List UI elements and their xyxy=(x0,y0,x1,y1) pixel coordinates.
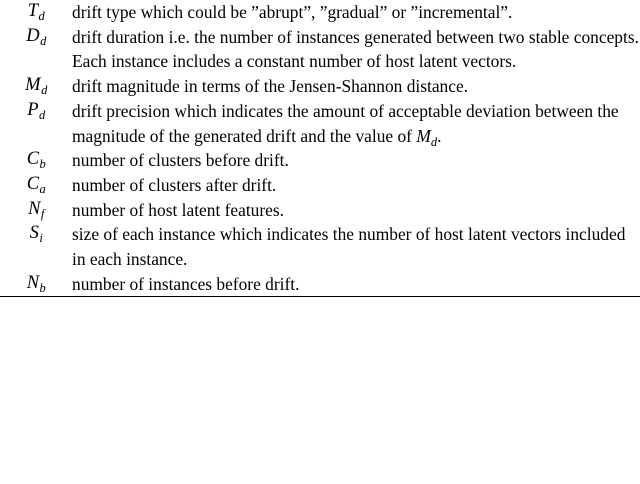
table-row xyxy=(0,25,640,74)
symbol-md: $M_d$ xyxy=(25,75,48,98)
description-cell xyxy=(72,99,640,148)
symbol-si: $S_i$ xyxy=(29,223,43,246)
symbol-cell xyxy=(0,0,72,25)
table-row xyxy=(0,272,640,297)
symbol-cell xyxy=(0,198,72,223)
symbol-cell xyxy=(0,222,72,271)
inline-math-md: $M_d$ xyxy=(416,125,438,149)
description-cell: number of host latent features. xyxy=(72,199,284,220)
description-cell: number of instances before drift. xyxy=(72,273,300,294)
table-row xyxy=(0,74,640,99)
symbol-nb: $N_b$ xyxy=(26,272,46,295)
symbol-td: $T_d$ xyxy=(27,1,45,23)
description-cell: number of clusters after drift. xyxy=(72,174,277,195)
symbol-cell xyxy=(0,25,72,74)
description-text-part: . xyxy=(437,125,442,146)
table-row xyxy=(0,198,640,223)
table-row xyxy=(0,0,640,25)
description-text-part: drift precision which indicates the amount of acceptable deviation between the magnitude of the generated drift and the value of xyxy=(72,100,619,146)
table-bottom-rule xyxy=(0,296,640,297)
description-cell: drift duration i.e. the number of instances generated between two stable concepts. Each instance includes a constant number of host latent vectors. xyxy=(72,26,639,72)
symbol-cell xyxy=(0,74,72,99)
symbol-nf: $N_f$ xyxy=(28,198,45,221)
table-row xyxy=(0,148,640,173)
table-row xyxy=(0,173,640,198)
symbol-pd: $P_d$ xyxy=(27,99,46,122)
symbol-cell xyxy=(0,99,72,148)
symbol-cell xyxy=(0,148,72,173)
symbol-cb: $C_b$ xyxy=(26,149,46,172)
description-cell: drift magnitude in terms of the Jensen-Shannon distance. xyxy=(72,76,469,97)
description-cell: number of clusters before drift. xyxy=(72,150,289,171)
symbol-cell xyxy=(0,173,72,198)
table-row xyxy=(0,99,640,148)
symbol-dd: $D_d$ xyxy=(26,25,47,48)
description-cell: size of each instance which indicates the number of host latent vectors included in each instance. xyxy=(72,224,626,270)
table-row xyxy=(0,222,640,271)
symbol-cell xyxy=(0,272,72,297)
description-cell: drift type which could be ”abrupt”, ”gradual” or ”incremental”. xyxy=(72,2,513,22)
symbol-ca: $C_a$ xyxy=(26,173,46,196)
